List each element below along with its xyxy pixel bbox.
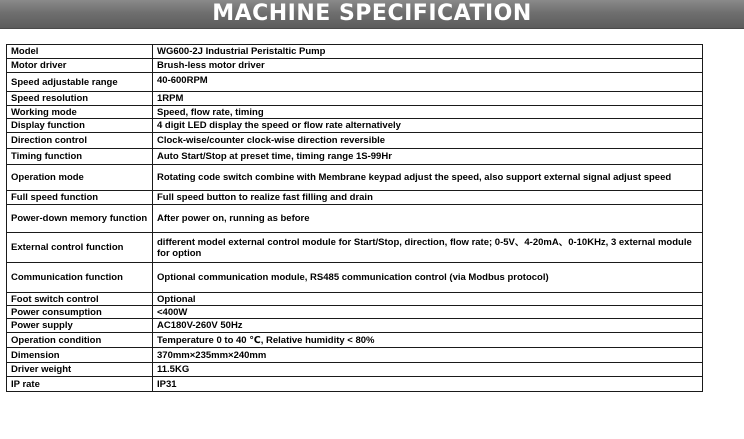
table-row: [7, 119, 703, 133]
spec-value: Full speed button to realize fast filling and drain: [153, 191, 703, 205]
spec-label: Model: [7, 45, 153, 59]
spec-value: 11.5KG: [153, 363, 703, 377]
spec-value: 1RPM: [153, 92, 703, 106]
spec-label: Timing function: [7, 149, 153, 165]
spec-value: Optional: [153, 293, 703, 306]
table-row: [7, 106, 703, 119]
spec-label: Communication function: [7, 263, 153, 293]
spec-value: Rotating code switch combine with Membrane keypad adjust the speed, also support external signal adjust speed: [153, 165, 703, 191]
spec-label: Speed resolution: [7, 92, 153, 106]
spec-label: Power consumption: [7, 306, 153, 319]
spec-label: Foot switch control: [7, 293, 153, 306]
table-row: [7, 59, 703, 73]
table-row: [7, 165, 703, 191]
table-row: [7, 377, 703, 392]
table-row: [7, 45, 703, 59]
table-row: [7, 233, 703, 263]
spec-label: Display function: [7, 119, 153, 133]
table-row: [7, 133, 703, 149]
spec-label: Power-down memory function: [7, 205, 153, 233]
table-row: [7, 149, 703, 165]
table-row: [7, 348, 703, 363]
spec-value: Optional communication module, RS485 communication control (via Modbus protocol): [153, 263, 703, 293]
spec-label: Operation mode: [7, 165, 153, 191]
spec-value: 40-600RPM: [153, 73, 703, 92]
spec-label: Direction control: [7, 133, 153, 149]
spec-value: WG600-2J Industrial Peristaltic Pump: [153, 45, 703, 59]
table-row: [7, 333, 703, 348]
specification-table: [6, 44, 703, 392]
spec-label: Motor driver: [7, 59, 153, 73]
spec-value: Speed, flow rate, timing: [153, 106, 703, 119]
table-row: [7, 363, 703, 377]
spec-label: Speed adjustable range: [7, 73, 153, 92]
spec-value: IP31: [153, 377, 703, 392]
spec-label: External control function: [7, 233, 153, 263]
spec-value: different model external control module for Start/Stop, direction, flow rate; 0-5V、4-20mA、0-10KHz, 3 external module for option: [153, 233, 703, 263]
table-row: [7, 92, 703, 106]
spec-label: Dimension: [7, 348, 153, 363]
spec-value: 370mm×235mm×240mm: [153, 348, 703, 363]
table-row: [7, 293, 703, 306]
spec-label: Full speed function: [7, 191, 153, 205]
spec-value: After power on, running as before: [153, 205, 703, 233]
table-row: [7, 73, 703, 92]
spec-value: Brush-less motor driver: [153, 59, 703, 73]
spec-value: Auto Start/Stop at preset time, timing range 1S-99Hr: [153, 149, 703, 165]
spec-label: Working mode: [7, 106, 153, 119]
table-row: [7, 263, 703, 293]
spec-value: Clock-wise/counter clock-wise direction reversible: [153, 133, 703, 149]
spec-value: <400W: [153, 306, 703, 319]
table-row: [7, 205, 703, 233]
title-banner: [0, 0, 744, 29]
table-row: [7, 319, 703, 333]
table-row: [7, 191, 703, 205]
spec-label: Operation condition: [7, 333, 153, 348]
spec-label: Power supply: [7, 319, 153, 333]
spec-label: Driver weight: [7, 363, 153, 377]
table-row: [7, 306, 703, 319]
page-title: MACHINE SPECIFICATION: [212, 1, 532, 26]
spec-value: Temperature 0 to 40 ℃, Relative humidity < 80%: [153, 333, 703, 348]
spec-label: IP rate: [7, 377, 153, 392]
spec-value: 4 digit LED display the speed or flow rate alternatively: [153, 119, 703, 133]
spec-value: AC180V-260V 50Hz: [153, 319, 703, 333]
